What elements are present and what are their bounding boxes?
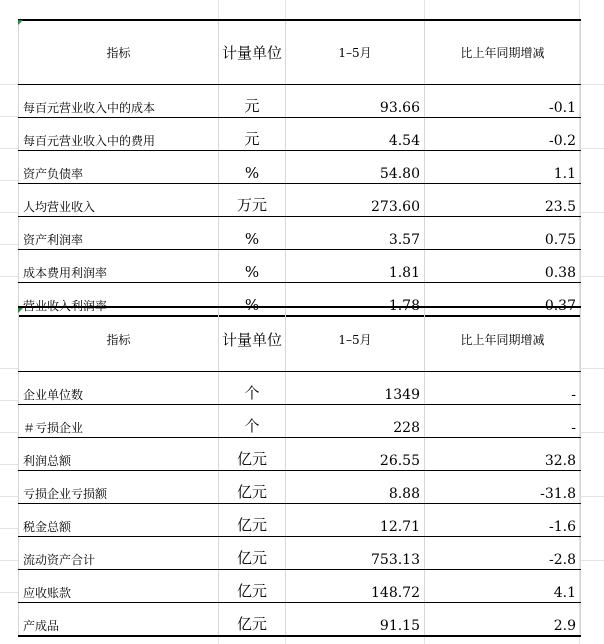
indicator-cell[interactable]: 人均营业收入 xyxy=(19,184,219,217)
table-row xyxy=(19,405,581,438)
unit-cell[interactable]: 亿元 xyxy=(219,471,286,504)
unit-cell[interactable]: 亿元 xyxy=(219,504,286,537)
value-cell[interactable]: 228 xyxy=(286,405,425,438)
indicator-cell[interactable]: 税金总额 xyxy=(19,504,219,537)
cell-comment-marker xyxy=(18,20,23,25)
indicator-cell[interactable]: 流动资产合计 xyxy=(19,537,219,570)
table-header-row xyxy=(19,307,581,372)
indicator-cell[interactable]: 成本费用利润率 xyxy=(19,250,219,283)
header-unit: 计量单位 xyxy=(219,307,286,372)
change-cell[interactable]: -1.6 xyxy=(425,504,581,537)
table-header-row xyxy=(19,20,581,85)
table-row xyxy=(19,603,581,637)
unit-cell[interactable]: 亿元 xyxy=(219,570,286,603)
value-cell[interactable]: 8.88 xyxy=(286,471,425,504)
header-period: 1–5月 xyxy=(286,307,425,372)
unit-cell[interactable]: % xyxy=(219,250,286,283)
table-row xyxy=(19,438,581,471)
unit-cell[interactable]: 亿元 xyxy=(219,537,286,570)
value-cell[interactable]: 12.71 xyxy=(286,504,425,537)
table-row xyxy=(19,471,581,504)
value-cell[interactable]: 54.80 xyxy=(286,151,425,184)
cell-comment-marker xyxy=(18,308,23,313)
unit-cell[interactable]: 元 xyxy=(219,85,286,118)
table-row xyxy=(19,184,581,217)
header-indicator: 指标 xyxy=(19,307,219,372)
unit-cell[interactable]: 亿元 xyxy=(219,438,286,471)
table-row xyxy=(19,85,581,118)
table-row xyxy=(19,504,581,537)
change-cell[interactable]: -0.2 xyxy=(425,118,581,151)
unit-cell[interactable]: % xyxy=(219,217,286,250)
change-cell[interactable]: - xyxy=(425,405,581,438)
value-cell[interactable]: 273.60 xyxy=(286,184,425,217)
header-change: 比上年同期增减 xyxy=(425,307,581,372)
unit-cell[interactable]: 个 xyxy=(219,372,286,405)
value-cell[interactable]: 26.55 xyxy=(286,438,425,471)
table-row xyxy=(19,250,581,283)
change-cell[interactable]: -0.1 xyxy=(425,85,581,118)
unit-cell[interactable]: 万元 xyxy=(219,184,286,217)
indicator-cell[interactable]: 资产负债率 xyxy=(19,151,219,184)
change-cell[interactable]: - xyxy=(425,372,581,405)
indicator-cell[interactable]: 每百元营业收入中的成本 xyxy=(19,85,219,118)
value-cell[interactable]: 148.72 xyxy=(286,570,425,603)
header-change: 比上年同期增减 xyxy=(425,20,581,85)
indicator-cell[interactable]: 资产利润率 xyxy=(19,217,219,250)
indicator-cell[interactable]: 亏损企业亏损额 xyxy=(19,471,219,504)
header-unit: 计量单位 xyxy=(219,20,286,85)
value-cell[interactable]: 1.78 xyxy=(286,283,425,317)
change-cell[interactable]: 1.1 xyxy=(425,151,581,184)
change-cell[interactable]: 32.8 xyxy=(425,438,581,471)
enterprise-totals-table xyxy=(18,306,581,637)
indicator-cell[interactable]: 产成品 xyxy=(19,603,219,637)
change-cell[interactable]: 2.9 xyxy=(425,603,581,637)
value-cell[interactable]: 1.81 xyxy=(286,250,425,283)
unit-cell[interactable]: 亿元 xyxy=(219,603,286,637)
change-cell[interactable]: -2.8 xyxy=(425,537,581,570)
table-row xyxy=(19,372,581,405)
header-indicator: 指标 xyxy=(19,20,219,85)
change-cell[interactable]: 23.5 xyxy=(425,184,581,217)
change-cell[interactable]: 0.75 xyxy=(425,217,581,250)
change-cell[interactable]: -31.8 xyxy=(425,471,581,504)
table-row xyxy=(19,537,581,570)
indicator-cell[interactable]: 应收账款 xyxy=(19,570,219,603)
header-period: 1–5月 xyxy=(286,20,425,85)
change-cell[interactable]: 0.37 xyxy=(425,283,581,317)
value-cell[interactable]: 1349 xyxy=(286,372,425,405)
indicator-cell[interactable]: 利润总额 xyxy=(19,438,219,471)
value-cell[interactable]: 4.54 xyxy=(286,118,425,151)
unit-cell[interactable]: % xyxy=(219,151,286,184)
value-cell[interactable]: 3.57 xyxy=(286,217,425,250)
change-cell[interactable]: 0.38 xyxy=(425,250,581,283)
table-row xyxy=(19,118,581,151)
unit-cell[interactable]: % xyxy=(219,283,286,317)
indicator-cell[interactable]: ＃亏损企业 xyxy=(19,405,219,438)
ratio-indicators-table xyxy=(18,19,581,317)
table-row xyxy=(19,151,581,184)
table-row xyxy=(19,570,581,603)
change-cell[interactable]: 4.1 xyxy=(425,570,581,603)
indicator-cell[interactable]: 营业收入利润率 xyxy=(19,283,219,317)
table-row xyxy=(19,217,581,250)
value-cell[interactable]: 753.13 xyxy=(286,537,425,570)
value-cell[interactable]: 91.15 xyxy=(286,603,425,637)
unit-cell[interactable]: 元 xyxy=(219,118,286,151)
value-cell[interactable]: 93.66 xyxy=(286,85,425,118)
indicator-cell[interactable]: 每百元营业收入中的费用 xyxy=(19,118,219,151)
indicator-cell[interactable]: 企业单位数 xyxy=(19,372,219,405)
unit-cell[interactable]: 个 xyxy=(219,405,286,438)
